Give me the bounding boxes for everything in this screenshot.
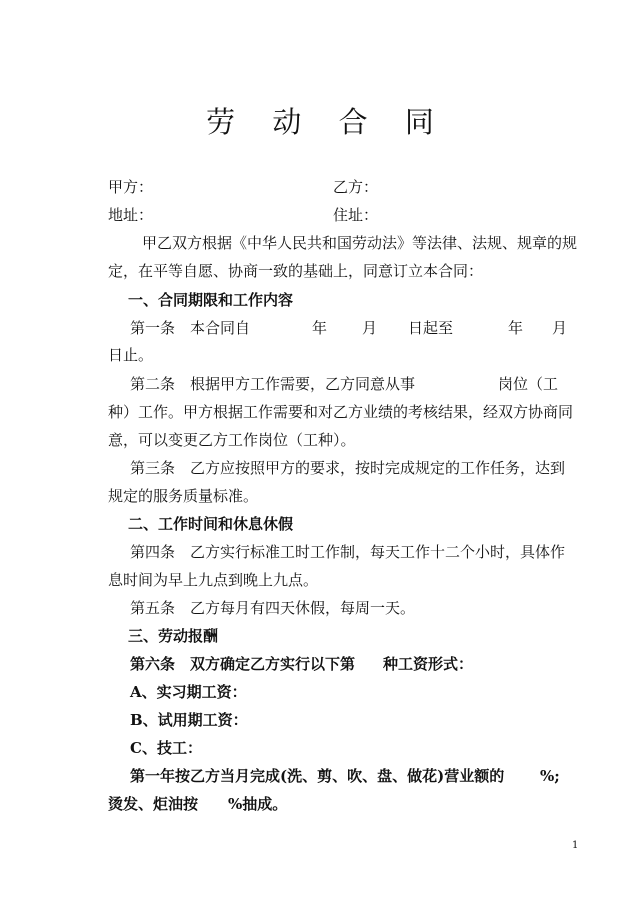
article-1-year-1: 年 — [312, 319, 328, 337]
article-1-month-1: 月 — [362, 319, 378, 337]
item-a: A、实习期工资： — [130, 683, 247, 701]
party-b-label: 乙方： — [333, 178, 379, 196]
residence-label: 住址： — [333, 206, 379, 224]
perm-b: %抽成。 — [228, 795, 288, 813]
section-2-heading: 二、工作时间和休息休假 — [128, 515, 294, 533]
section-1-heading: 一、合同期限和工作内容 — [128, 291, 294, 309]
article-1-month-2: 月 — [552, 319, 568, 337]
intro-line-1: 甲乙双方根据《中华人民共和国劳动法》等法律、法规、规章的规 — [142, 234, 578, 252]
first-year-b: %; — [540, 767, 560, 785]
page-number: 1 — [572, 840, 579, 851]
article-6-a: 第六条 双方确定乙方实行以下第 — [130, 655, 356, 673]
article-4-line-1: 第四条 乙方实行标准工时工作制，每天工作十二个小时，具体作 — [130, 543, 566, 561]
first-year-a: 第一年按乙方当月完成(洗、剪、吹、盘、做花)营业额的 — [130, 767, 505, 785]
article-1-start: 日起至 — [408, 319, 454, 337]
article-1-prefix: 第一条 本合同自 — [130, 319, 251, 337]
address-label: 地址： — [108, 206, 154, 224]
article-2-line-1b: 岗位（工 — [498, 375, 559, 393]
party-a-label: 甲方： — [108, 178, 154, 196]
article-2-line-1a: 第二条 根据甲方工作需要，乙方同意从事 — [130, 375, 416, 393]
section-3-heading: 三、劳动报酬 — [128, 627, 219, 645]
article-4-line-2: 息时间为早上九点到晚上九点。 — [108, 571, 319, 589]
document-title: 劳 动 合 同 — [206, 105, 448, 139]
article-1-line-2: 日止。 — [108, 346, 154, 364]
article-5: 第五条 乙方每月有四天休假，每周一天。 — [130, 599, 416, 617]
article-2-line-2: 种）工作。甲方根据工作需要和对乙方业绩的考核结果，经双方协商同 — [108, 403, 574, 421]
article-1-year-2: 年 — [508, 319, 524, 337]
article-3-line-2: 规定的服务质量标准。 — [108, 487, 259, 505]
perm-a: 烫发、炬油按 — [108, 795, 199, 813]
article-2-line-3: 意，可以变更乙方工作岗位（工种）。 — [108, 431, 356, 449]
intro-line-2: 定，在平等自愿、协商一致的基础上，同意订立本合同： — [108, 262, 484, 280]
item-c: C、技工： — [130, 739, 202, 757]
article-6-b: 种工资形式： — [383, 655, 474, 673]
article-3-line-1: 第三条 乙方应按照甲方的要求，按时完成规定的工作任务，达到 — [130, 459, 566, 477]
item-b: B、试用期工资： — [130, 711, 248, 729]
